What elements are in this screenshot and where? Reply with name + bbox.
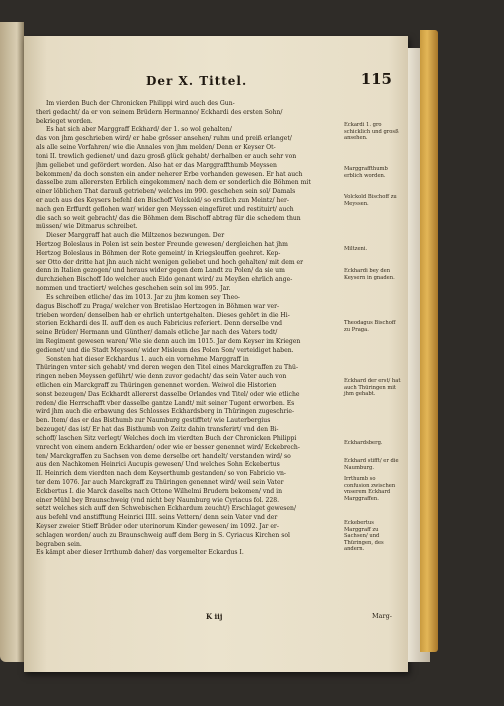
text-line: Es schreiben etliche/ das im 1013. Jar zu jhm komen sey Theo- [46, 293, 240, 301]
text-line: schoff/ laschen Sitz verlegt/ Welches doch im vierdten Buch der Chronicken Philippi [36, 434, 297, 442]
text-line: bekrieget worden. [36, 117, 93, 125]
margin-note: Theodagus Bischoff zu Praga. [344, 320, 396, 333]
margin-note: Eckebertus Marggraff zu Sachsen/ und Thüringen, des andern. [344, 520, 384, 553]
left-page-edge [0, 22, 24, 662]
margin-note: Eckhard stifft/ er die Naumburg. [344, 458, 399, 471]
text-line: reden/ die Herrschafft vber dasselbe gantze Landt/ mit seiner Tugent erworben. Es [36, 399, 295, 407]
margin-note: Eckhardi bey den Keysern in gnaden. [344, 268, 395, 281]
margin-note: Volckold Bischoff zu Meyssen. [344, 194, 397, 207]
catchword: Marg- [372, 612, 392, 620]
text-line: Keyser zweier Stieff Brüder oder uterinorum Kinder gewesen/ im 1092. Jar er- [36, 523, 279, 530]
text-line: bekommen/ da doch sonsten ein ander neherer Erbe vorhanden gewesen. Er hat auch [36, 170, 303, 178]
page-number: 115 [360, 70, 392, 88]
text-line: Im vierden Buch der Chronicken Philippi wird auch des Gun- [46, 100, 235, 107]
running-head: Der X. Tittel. [146, 74, 248, 88]
margin-note: Irrthumb so confusion zwischen vnserem Eckhard Marggraffen. [344, 476, 396, 502]
text-line: dagus Bischoff zu Praga/ welcher von Bretislao Hertzogen in Böhmen war ver- [36, 302, 280, 310]
body-text [36, 100, 340, 558]
margin-note: Eckhardsberg. [344, 440, 383, 446]
text-line: ringen neben Meyssen geführt/ wie denn zuvor gedacht/ das sein Vater auch von [36, 373, 287, 381]
text-line: Sonsten hat dieser Eckhardus 1. auch ein vornehme Marggraff in [46, 355, 249, 363]
text-line: denn in Italien gezogen/ und heraus wider gegen dem Landt zu Polen/ da sie um [36, 267, 285, 275]
margin-note: Eckhard der erst/ hat auch Thüringen mit jhm gehabt. [344, 378, 401, 398]
text-line: einer löblichen That darauß getrieben/ welches im 990. geschehen sein sol/ Damals [36, 188, 296, 196]
page-header [36, 70, 398, 98]
text-line: aus den Nachkomen Heinrici Aucupis gewesen/ Und welches Sohn Eckebertus [36, 461, 280, 469]
text-line: die sach so weit gebracht/ das die Böhmen dem Bischoff abtrag für die schedem thun [36, 214, 301, 222]
text-line: einer Mühl bey Braunschweig (vnd nicht bey Naumburg wie Cyriacus fol. 228. [36, 496, 280, 504]
text-line: Thüringen vnter sich gehabt/ vnd deren wegen den Titel eines Marckgraffen zu Thü- [36, 364, 299, 372]
text-line: ten/ Marckgraffen zu Sachsen von deme derselbe ort handelt/ verstanden wird/ so [36, 452, 291, 460]
text-line: theri gedacht/ da er von seinem Brüdern Hermanno/ Eckhardi des ersten Sohn/ [36, 108, 283, 116]
text-line: aus befehl vnd anstifftung Heinrici IIII. seins Vettern/ denn sein Vater vnd der [36, 514, 278, 522]
text-line: toni II. trewlich gedienet/ und dazu grosß glück gehabt/ derhalben er auch sehr von [36, 152, 297, 160]
text-line: vnrecht von einem andern Eckharden/ oder wie er besser genennet wird/ Eckebrech- [36, 443, 300, 451]
margin-note: Eckardi 1. gro schicklich und grosß ansehen. [344, 122, 399, 142]
signature-mark: K iij [206, 612, 223, 621]
text-line: ser Otto der dritte hat jhn auch nicht wenigen geliebet und hoch gehalten/ mit dem er [36, 258, 304, 266]
text-line: nommen und tractiert/ welches geschehen sein sol im 995. Jar. [36, 285, 231, 293]
text-line: im Regiment gewesen waren/ Wie sie denn auch im 1015. Jar dem Keyser im Kriegen [36, 337, 301, 345]
text-line: dasselbe zum allerersten Erblich eingekommen/ nach dem er sonderlich die Böhmen mit [36, 179, 311, 187]
text-line: Hertzog Boleslaus in Polen ist sein bester Freunde gewesen/ dergleichen hat jhm [36, 241, 288, 248]
text-line: Es kämpt aber dieser Irrthumb daher/ das vorgemelter Eckardus I. [36, 549, 244, 557]
text-line: Dieser Marggraff hat auch die Miltzenos bezwungen. Der [46, 232, 225, 240]
text-line: als alle seine Vorfahren/ wie die Annales von jhm melden/ Denn er Keyser Ot- [36, 144, 276, 152]
text-line: setzt welches sich auff den Schwebischen Eckhardum zeucht/) Erschlaget gewesen/ [36, 505, 297, 513]
book-cover-edge [420, 30, 438, 652]
margin-note: Miltzeni. [344, 246, 368, 252]
text-line: trieben worden/ denselben hab er ehrlich untertgehalten. Dieses gehört in die Hi- [36, 311, 290, 319]
text-line: schlagen worden/ auch zu Braunschweig auff dem Berg in S. Cyriacus Kirchen sol [36, 531, 290, 539]
text-line: Eckbertus I. die Marck daselbs nach Ottone Wilhelmi Brudern bekomen/ vnd in [36, 487, 282, 495]
text-line: storien Eckhardi des II. auff den es auch Fabricius referiert. Denn derselbe vnd [36, 320, 283, 328]
text-line: wird jhm auch die erbawung des Schlosses Eckhardsberg in Thüringen zugeschrie- [36, 408, 295, 416]
text-line: II. Heinrich dem vierdten nach dem Keyserthumb gestanden/ so von Fabricio vn- [36, 470, 286, 478]
text-line: ter dem 1076. Jar auch Marckgraff zu Thüringen genennet wird/ weil sein Vater [36, 478, 284, 486]
text-line: durchziehen Bischoff Ido welcher auch Eido genant wird/ zu Meyßen ehrlich ange- [36, 276, 293, 284]
text-line: Hertzog Boleslaus in Böhmen der Rote gemeint/ in Kriegsleuffen geehret. Kep- [36, 249, 281, 257]
text-line: das von jhm geschrieben wird/ er habe grösser ansehen/ ruhm und preiß erlanget/ [36, 135, 292, 143]
text-line: er auch aus des Keysers befehl den Bischoff Volckold/ so erstlich zun Meintz/ her- [36, 196, 289, 204]
text-line: sonst bezeugen/ Das Eckhardt allererst dasselbe Orlandes vnd Titel/ oder wie etliche [36, 390, 300, 398]
text-line: ben. Item/ das er das Bisthumb zur Naumburg gestifftet/ wie Lauterbergius [36, 417, 271, 425]
text-line: bezeuget/ das ist/ Er hat das Bisthumb von Zeitz dahin transferirt/ vnd den Bi- [36, 426, 279, 434]
page-footer [36, 612, 398, 624]
text-line: nach gen Erffurdt geflohen war/ wider gen Meyssen eingefüret und restituirt/ auch [36, 205, 294, 213]
text-line: seine Brüder/ Hermann und Günther/ damals etliche Jar nach des Vaters todt/ [36, 329, 278, 337]
text-line: etlichen ein Marckgraff zu Thüringen genennet worden. Weiwol die Historien [36, 382, 277, 389]
text-line: jhm geliebet und gefördert worden. Also hat er das Marggraffthumb Meyssen [36, 161, 277, 169]
text-line: Es hat sich aber Marggraff Eckhard/ der 1. so wol gehalten/ [46, 126, 232, 134]
text-line: begraben sein. [36, 540, 82, 548]
margin-note: Marggraffthumb erblich worden. [344, 166, 388, 179]
text-line: müssen/ wie Ditmarus schreibet. [36, 223, 138, 231]
text-line: gedienet/ und die Stadt Meyssen/ wider Misleum des Polen Son/ verteidiget haben. [36, 346, 294, 354]
